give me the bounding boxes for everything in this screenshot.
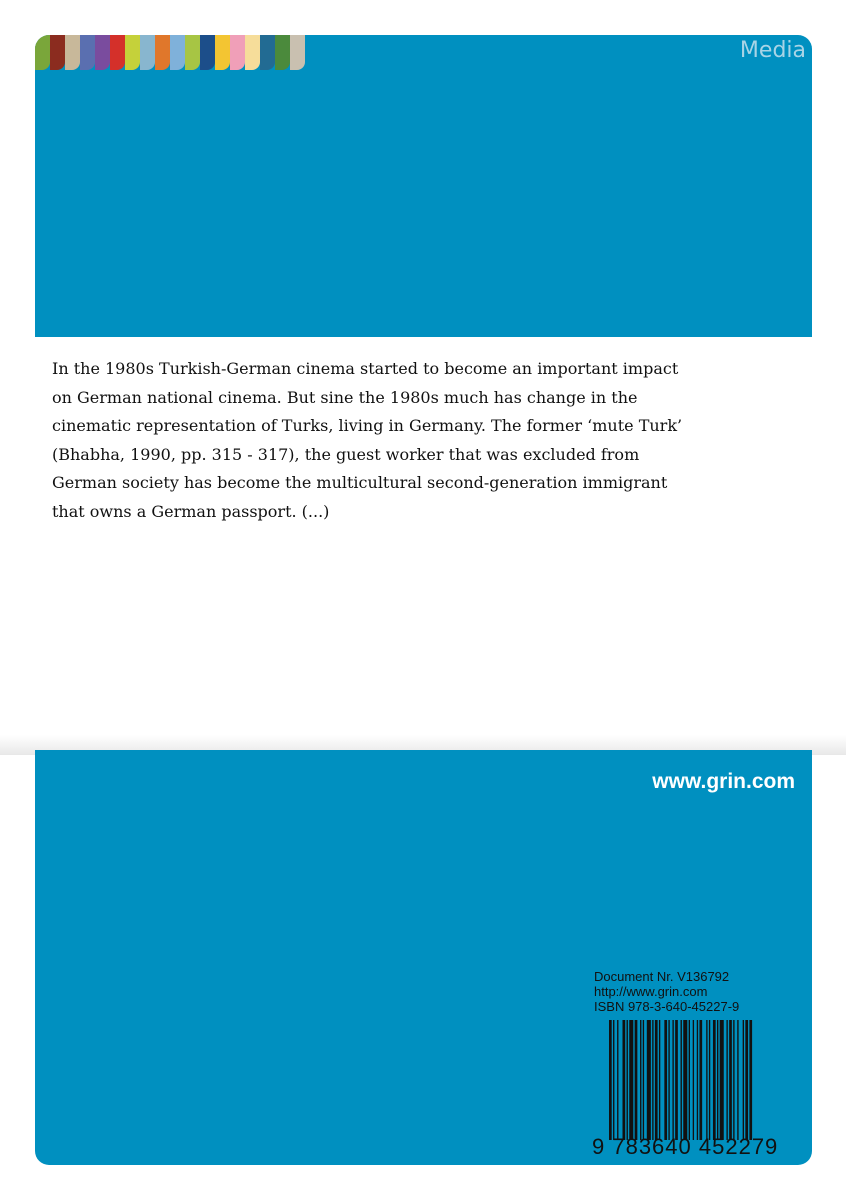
barcode-bar <box>720 1020 724 1140</box>
barcode-bar <box>627 1020 628 1140</box>
color-stripe <box>35 35 50 70</box>
barcode-bar <box>697 1020 698 1140</box>
color-stripe <box>50 35 65 70</box>
barcode-bar <box>693 1020 694 1140</box>
abstract-line: German society has become the multicultural second-generation immigrant <box>52 473 668 492</box>
barcode-bar <box>713 1020 716 1140</box>
color-stripe <box>95 35 110 70</box>
barcode-bar <box>729 1020 732 1140</box>
color-stripe <box>125 35 140 70</box>
barcode-bar <box>737 1020 738 1140</box>
barcode-bar <box>635 1020 638 1140</box>
barcode-bar <box>717 1020 718 1140</box>
color-stripe <box>185 35 200 70</box>
barcode-bar <box>664 1020 667 1140</box>
color-stripe <box>65 35 80 70</box>
top-cover-panel <box>35 35 812 337</box>
abstract-line: that owns a German passport. (...) <box>52 501 330 521</box>
barcode-bar <box>681 1020 682 1140</box>
barcode-bar <box>699 1020 702 1140</box>
barcode-bar <box>706 1020 707 1140</box>
barcode-bar <box>683 1020 687 1140</box>
barcode-bar <box>659 1020 660 1140</box>
abstract-text <box>52 355 692 526</box>
abstract-line: cinematic representation of Turks, living in Germany. The former ‘mute Turk’ <box>52 416 683 435</box>
document-info <box>594 969 739 1014</box>
barcode-bar <box>623 1020 626 1140</box>
barcode-bar <box>617 1020 618 1140</box>
abstract-line: (Bhabha, 1990, pp. 315 - 317), the guest worker that was excluded from <box>52 444 640 464</box>
barcode-bar <box>733 1020 734 1140</box>
barcode-bar <box>709 1020 710 1140</box>
barcode-bar <box>640 1020 641 1140</box>
barcode-bar <box>609 1020 612 1140</box>
color-stripe <box>155 35 170 70</box>
abstract-line: on German national cinema. But sine the 1980s much has change in the <box>52 387 638 407</box>
barcode-bar <box>613 1020 614 1140</box>
barcode-bar <box>672 1020 673 1140</box>
color-stripe <box>80 35 95 70</box>
category-label: Media <box>739 38 806 63</box>
color-stripe <box>245 35 260 70</box>
abstract-line: In the 1980s Turkish-German cinema started to become an important impact <box>52 359 679 378</box>
color-stripe <box>275 35 290 70</box>
isbn-number: ISBN 978-3-640-45227-9 <box>594 999 740 1014</box>
barcode-bar <box>647 1020 651 1140</box>
barcode-bar <box>749 1020 752 1140</box>
color-stripe <box>290 35 305 70</box>
color-stripe <box>200 35 215 70</box>
barcode-bar <box>726 1020 727 1140</box>
barcode-bar <box>629 1020 633 1140</box>
barcode-image <box>609 1020 795 1140</box>
barcode-bar <box>743 1020 744 1140</box>
barcode-bar <box>652 1020 653 1140</box>
color-stripe <box>260 35 275 70</box>
color-stripe <box>140 35 155 70</box>
website-link[interactable]: www.grin.com <box>652 770 795 793</box>
barcode-bar <box>668 1020 669 1140</box>
document-url[interactable]: http://www.grin.com <box>594 984 708 999</box>
color-stripe <box>230 35 245 70</box>
barcode-bar <box>643 1020 644 1140</box>
color-stripe-bar <box>35 35 305 70</box>
barcode-digits: 9 783640 452279 <box>592 1134 779 1159</box>
barcode-bar <box>689 1020 690 1140</box>
color-stripe <box>215 35 230 70</box>
bottom-cover-panel <box>35 750 812 1165</box>
document-number: Document Nr. V136792 <box>594 969 730 984</box>
color-stripe <box>170 35 185 70</box>
barcode-bar <box>745 1020 748 1140</box>
barcode-bar <box>675 1020 678 1140</box>
barcode-bar <box>655 1020 658 1140</box>
color-stripe <box>110 35 125 70</box>
